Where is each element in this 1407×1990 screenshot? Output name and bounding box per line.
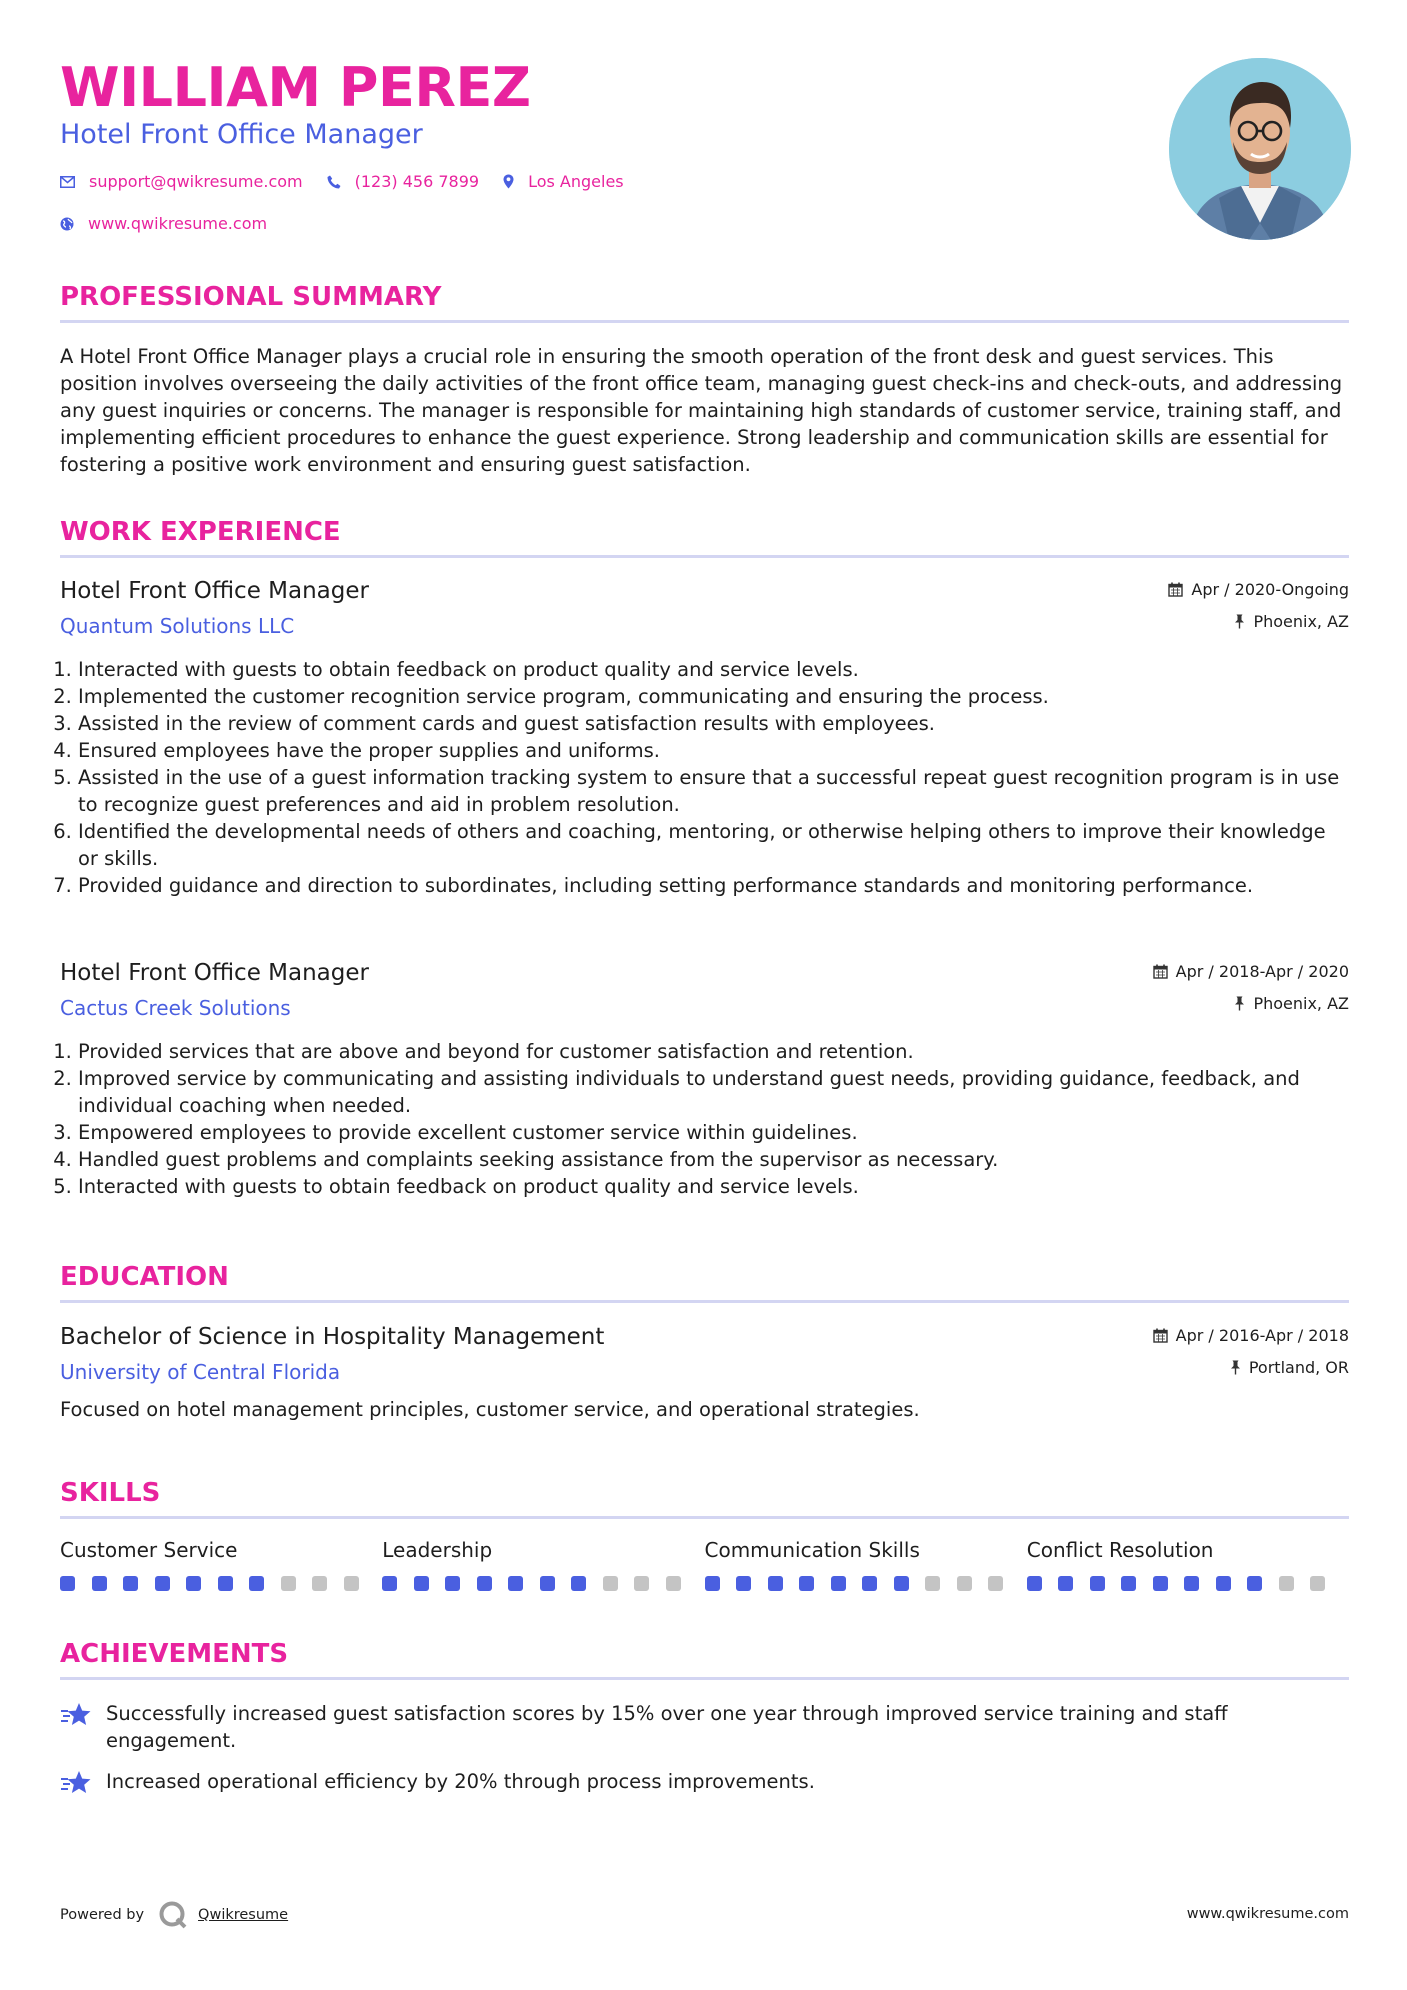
skill-dot-filled xyxy=(123,1576,138,1591)
envelope-icon xyxy=(60,176,75,188)
section-divider xyxy=(60,555,1349,558)
skill-name: Leadership xyxy=(382,1538,493,1562)
job-bullet: 2. Implemented the customer recognition service program, communicating and ensuring the process. xyxy=(78,683,1349,710)
skill-dot-filled xyxy=(1247,1576,1262,1591)
achievement-text: Increased operational efficiency by 20% through process improvements. xyxy=(106,1770,815,1793)
experience-heading: WORK EXPERIENCE xyxy=(60,517,341,547)
section-divider xyxy=(60,1516,1349,1519)
skill-dot-filled xyxy=(477,1576,492,1591)
achievement-item xyxy=(60,1768,1349,1796)
skill-dot-filled xyxy=(1058,1576,1073,1591)
job-bullet: 5. Interacted with guests to obtain feedback on product quality and service levels. xyxy=(78,1173,1349,1200)
skill-dot-empty xyxy=(312,1576,327,1591)
skill-dot-empty xyxy=(988,1576,1003,1591)
education-section xyxy=(60,1260,1349,1303)
skill-dot-filled xyxy=(218,1576,233,1591)
skill-dot-filled xyxy=(155,1576,170,1591)
skill-dot-filled xyxy=(1090,1576,1105,1591)
skill-dot-filled xyxy=(862,1576,877,1591)
skill-name: Conflict Resolution xyxy=(1026,1538,1214,1562)
resume-page xyxy=(60,0,1349,1990)
section-divider xyxy=(60,1300,1349,1303)
skill-rating xyxy=(60,1576,382,1591)
qwikresume-logo-icon xyxy=(158,1900,188,1930)
job-date xyxy=(1168,580,1349,599)
skill-dot-filled xyxy=(1153,1576,1168,1591)
skill-dot-filled xyxy=(831,1576,846,1591)
skill-dot-filled xyxy=(705,1576,720,1591)
skill-dot-filled xyxy=(382,1576,397,1591)
skill-dot-filled xyxy=(60,1576,75,1591)
education-date-text: Apr / 2016-Apr / 2018 xyxy=(1175,1326,1349,1345)
pushpin-icon xyxy=(1234,614,1245,629)
achievement-item xyxy=(60,1700,1349,1754)
skill-dot-filled xyxy=(540,1576,555,1591)
skill-rating xyxy=(705,1576,1027,1591)
phone-icon xyxy=(327,175,341,189)
education-date xyxy=(1153,1326,1349,1345)
website-text: www.qwikresume.com xyxy=(88,214,268,233)
skill-dot-empty xyxy=(1310,1576,1325,1591)
job-bullet: 3. Empowered employees to provide excellent customer service within guidelines. xyxy=(78,1119,1349,1146)
skill-dot-empty xyxy=(603,1576,618,1591)
email-contact[interactable] xyxy=(60,172,303,191)
pushpin-icon xyxy=(1234,996,1245,1011)
skill-dot-filled xyxy=(1027,1576,1042,1591)
job-title: Hotel Front Office Manager xyxy=(60,960,369,986)
powered-by-label: Powered by xyxy=(60,1907,145,1923)
job-title: Hotel Front Office Manager xyxy=(60,578,369,604)
email-text: support@qwikresume.com xyxy=(89,172,303,191)
skills-section xyxy=(60,1476,1349,1519)
job-bullets xyxy=(60,1038,1349,1200)
skill-dot-filled xyxy=(799,1576,814,1591)
skill-dot-empty xyxy=(666,1576,681,1591)
summary-text: A Hotel Front Office Manager plays a crucial role in ensuring the smooth operation of the front desk and guest services. This position involves overseeing the daily activities of the front office team, managing guest check-ins and check-outs, and addressing any guest inquiries or concerns. The manager is responsible for maintaining high standards of customer service, training staff, and implementing efficient procedures to enhance the guest experience. Strong leadership and communication skills are essential for fostering a positive work environment and ensuring guest satisfaction. xyxy=(60,345,1343,476)
achievement-text: Successfully increased guest satisfaction scores by 15% over one year through improved service training and staff engagement. xyxy=(106,1702,1228,1752)
skill-item xyxy=(382,1536,704,1591)
skill-dot-filled xyxy=(92,1576,107,1591)
skill-dot-filled xyxy=(768,1576,783,1591)
job-bullet: 4. Ensured employees have the proper supplies and uniforms. xyxy=(78,737,1349,764)
job-date xyxy=(1153,962,1349,981)
job-location xyxy=(1234,612,1349,631)
achievements-section xyxy=(60,1637,1349,1680)
education-location-text: Portland, OR xyxy=(1248,1358,1349,1377)
job-bullet: 2. Improved service by communicating and assisting individuals to understand guest needs, providing guidance, feedback, and individual coaching when needed. xyxy=(78,1065,1349,1119)
skill-dot-empty xyxy=(1279,1576,1294,1591)
skills-grid xyxy=(60,1536,1349,1591)
school-name: University of Central Florida xyxy=(60,1360,341,1384)
contact-row xyxy=(60,172,648,191)
website-row xyxy=(60,214,291,233)
skill-dot-filled xyxy=(894,1576,909,1591)
skill-item xyxy=(1027,1536,1349,1591)
skill-dot-empty xyxy=(925,1576,940,1591)
job-bullet: 6. Identified the developmental needs of others and coaching, mentoring, or otherwise helping others to improve their knowledge or skills. xyxy=(78,818,1349,872)
calendar-icon xyxy=(1168,582,1183,597)
skill-name: Communication Skills xyxy=(704,1538,920,1562)
skill-dot-filled xyxy=(1184,1576,1199,1591)
job-bullet: 3. Assisted in the review of comment cards and guest satisfaction results with employees. xyxy=(78,710,1349,737)
section-divider xyxy=(60,320,1349,323)
job-location-text: Phoenix, AZ xyxy=(1253,994,1349,1013)
skill-dot-filled xyxy=(186,1576,201,1591)
skill-dot-filled xyxy=(571,1576,586,1591)
skill-dot-empty xyxy=(344,1576,359,1591)
summary-heading: PROFESSIONAL SUMMARY xyxy=(60,282,442,312)
location-contact xyxy=(503,172,624,191)
skill-dot-filled xyxy=(414,1576,429,1591)
job-bullet: 4. Handled guest problems and complaints seeking assistance from the supervisor as necessary. xyxy=(78,1146,1349,1173)
skills-heading: SKILLS xyxy=(60,1478,161,1508)
star-icon xyxy=(60,1770,92,1796)
location-text: Los Angeles xyxy=(528,172,624,191)
job-location-text: Phoenix, AZ xyxy=(1253,612,1349,631)
calendar-icon xyxy=(1153,964,1168,979)
skill-name: Customer Service xyxy=(60,1538,238,1562)
summary-section xyxy=(60,280,1349,478)
skill-dot-empty xyxy=(634,1576,649,1591)
education-heading: EDUCATION xyxy=(60,1262,229,1292)
skill-rating xyxy=(382,1576,704,1591)
calendar-icon xyxy=(1153,1328,1168,1343)
experience-section xyxy=(60,515,1349,558)
job-bullet: 5. Assisted in the use of a guest information tracking system to ensure that a successful repeat guest recognition program is in use to recognize guest preferences and aid in problem resolution. xyxy=(78,764,1349,818)
skill-item xyxy=(705,1536,1027,1591)
profile-photo xyxy=(1169,58,1351,240)
education-location xyxy=(1230,1358,1349,1377)
job-company: Cactus Creek Solutions xyxy=(60,996,291,1020)
skill-dot-empty xyxy=(281,1576,296,1591)
candidate-title: Hotel Front Office Manager xyxy=(60,119,423,150)
achievements-heading: ACHIEVEMENTS xyxy=(60,1639,289,1669)
skill-dot-filled xyxy=(445,1576,460,1591)
map-pin-icon xyxy=(503,174,514,189)
globe-icon xyxy=(60,217,74,231)
job-date-text: Apr / 2020-Ongoing xyxy=(1191,580,1349,599)
footer-branding xyxy=(60,1900,288,1930)
job-date-text: Apr / 2018-Apr / 2020 xyxy=(1175,962,1349,981)
degree-title: Bachelor of Science in Hospitality Management xyxy=(60,1324,605,1350)
section-divider xyxy=(60,1677,1349,1680)
education-description: Focused on hotel management principles, customer service, and operational strategies. xyxy=(60,1398,920,1421)
website-contact[interactable] xyxy=(60,214,267,233)
phone-text: (123) 456 7899 xyxy=(354,172,480,191)
phone-contact[interactable] xyxy=(327,172,479,191)
skill-dot-filled xyxy=(1216,1576,1231,1591)
skill-dot-filled xyxy=(1121,1576,1136,1591)
job-bullet: 7. Provided guidance and direction to subordinates, including setting performance standards and monitoring performance. xyxy=(78,872,1349,899)
pushpin-icon xyxy=(1230,1360,1241,1375)
skill-item xyxy=(60,1536,382,1591)
skill-rating xyxy=(1027,1576,1349,1591)
star-icon xyxy=(60,1702,92,1728)
skill-dot-filled xyxy=(508,1576,523,1591)
candidate-name: WILLIAM PEREZ xyxy=(60,56,531,119)
footer-url[interactable]: www.qwikresume.com xyxy=(1186,1906,1349,1922)
brand-link[interactable]: Qwikresume xyxy=(198,1907,289,1923)
job-bullet: 1. Interacted with guests to obtain feedback on product quality and service levels. xyxy=(78,656,1349,683)
skill-dot-filled xyxy=(249,1576,264,1591)
job-bullets xyxy=(60,656,1349,899)
job-company: Quantum Solutions LLC xyxy=(60,614,295,638)
skill-dot-filled xyxy=(736,1576,751,1591)
job-location xyxy=(1234,994,1349,1013)
job-bullet: 1. Provided services that are above and beyond for customer satisfaction and retention. xyxy=(78,1038,1349,1065)
skill-dot-empty xyxy=(957,1576,972,1591)
